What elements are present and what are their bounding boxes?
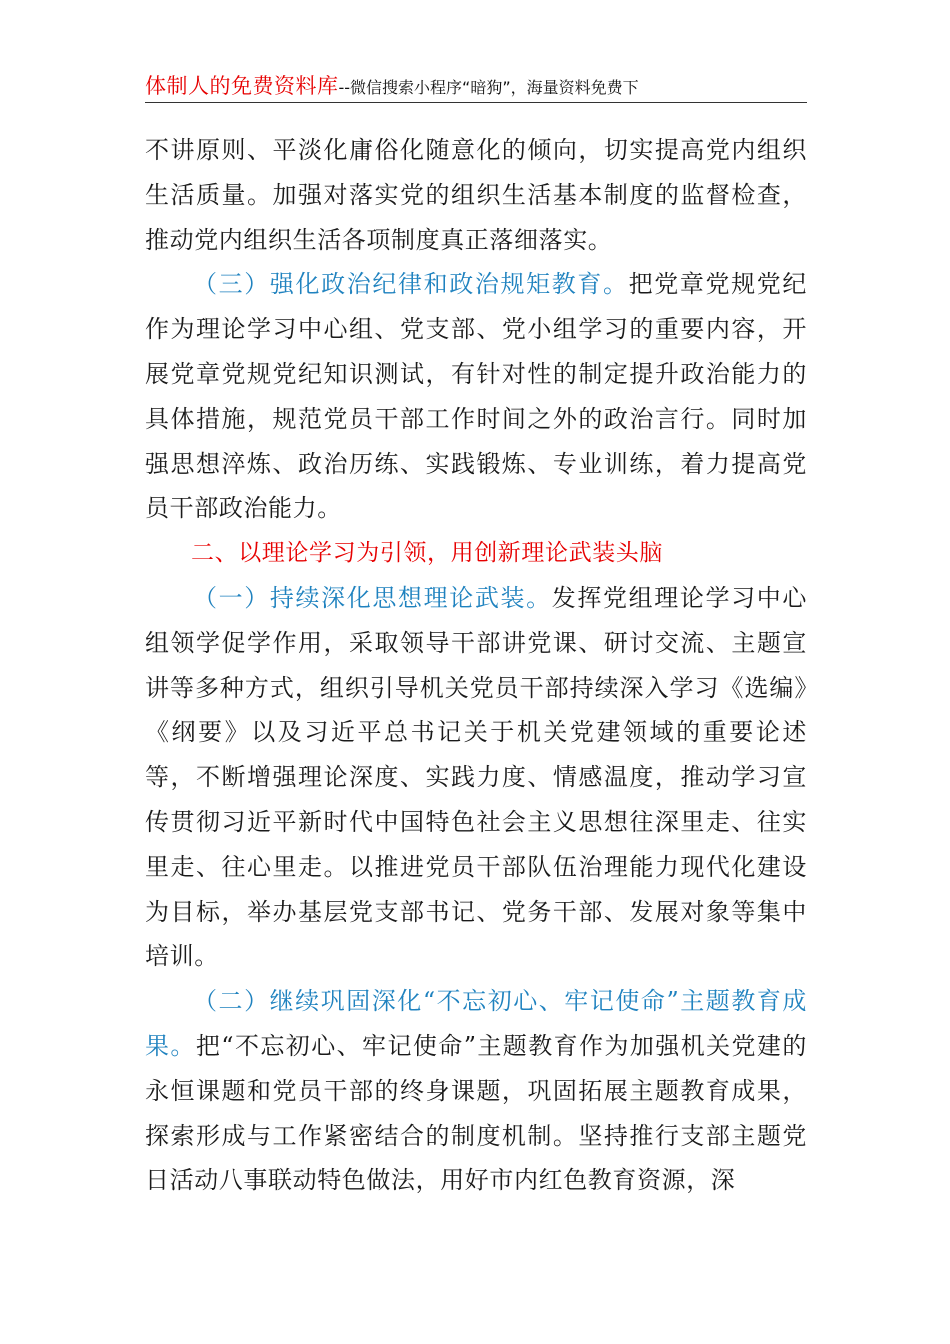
header-brand: 体制人的免费资料库 xyxy=(145,74,339,98)
paragraph-theory-armament xyxy=(145,576,807,979)
paragraph-continuation xyxy=(145,128,807,262)
paragraph-text: 发挥党组理论学习中心组领学促学作用，采取领导干部讲党课、研讨交流、主题宣讲等多种方式，组织引导机关党员干部持续深入学习《选编》《纲要》以及习近平总书记关于机关党建领域的重要论述等，不断增强理论深度、实践力度、情感温度，推动学习宣传贯彻习近平新时代中国特色社会主义思想往深里走、往实里走、往心里走。以推进党员干部队伍治理能力现代化建设为目标，举办基层党支部书记、党务干部、发展对象等集中培训。 xyxy=(145,583,807,971)
subsection-heading: （二）继续巩固深化“不忘初心、牢记使命”主题教育成果。 xyxy=(145,987,807,1060)
subsection-heading: （一）持续深化思想理论武装。 xyxy=(193,583,552,612)
paragraph-theme-education xyxy=(145,979,807,1203)
subsection-heading: （三）强化政治纪律和政治规矩教育。 xyxy=(193,270,629,299)
section-heading: 二、以理论学习为引领，用创新理论武装头脑 xyxy=(191,540,663,567)
paragraph-text: 把“不忘初心、牢记使命”主题教育作为加强机关党建的永恒课题和党员干部的终身课题，巩固拓展主题教育成果，探索形成与工作紧密结合的制度机制。坚持推行支部主题党日活动八事联动特色做法，用好市内红色教育资源，深 xyxy=(145,1031,807,1195)
paragraph-political-discipline xyxy=(145,262,807,531)
document-body xyxy=(145,128,807,1203)
page-header xyxy=(145,70,807,103)
header-tagline: --微信搜索小程序“暗狗”，海量资料免费下 xyxy=(338,78,639,97)
paragraph-text: 不讲原则、平淡化庸俗化随意化的倾向，切实提高党内组织生活质量。加强对落实党的组织生活基本制度的监督检查，推动党内组织生活各项制度真正落细落实。 xyxy=(145,136,807,254)
paragraph-text: 把党章党规党纪作为理论学习中心组、党支部、党小组学习的重要内容，开展党章党规党纪知识测试，有针对性的制定提升政治能力的具体措施，规范党员干部工作时间之外的政治言行。同时加强思想淬炼、政治历练、实践锻炼、专业训练，着力提高党员干部政治能力。 xyxy=(145,270,807,523)
